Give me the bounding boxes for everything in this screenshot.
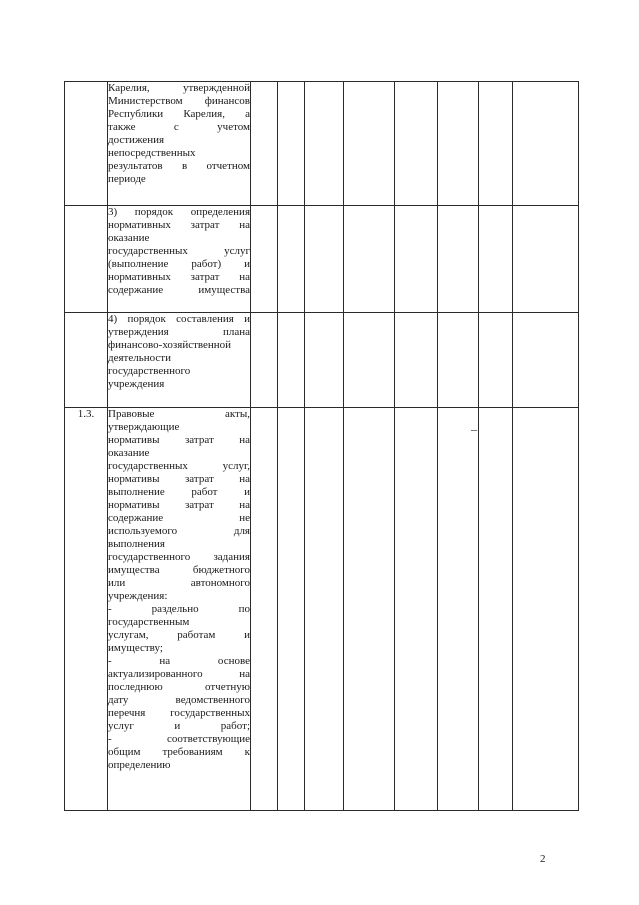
empty-cell	[479, 313, 513, 408]
empty-cell	[479, 82, 513, 206]
empty-cell	[251, 408, 278, 811]
row-number	[65, 82, 108, 206]
text-line: учреждения:	[108, 590, 168, 602]
document-table	[64, 81, 579, 811]
empty-cell	[344, 408, 395, 811]
empty-cell	[438, 206, 479, 313]
empty-cell	[305, 206, 344, 313]
text-line: 4) порядок составления и	[108, 313, 250, 325]
empty-cell	[251, 82, 278, 206]
text-line: услуг и работ;	[108, 720, 250, 732]
text-line: оказание	[108, 232, 150, 244]
text-line: содержание имущества	[108, 284, 250, 296]
text-line: дату ведомственного	[108, 694, 250, 706]
row-number	[65, 313, 108, 408]
text-line: общим требованиям к	[108, 746, 250, 758]
empty-cell	[278, 408, 305, 811]
text-line: - на основе	[108, 655, 250, 667]
empty-cell	[344, 82, 395, 206]
text-line: (выполнение работ) и	[108, 258, 250, 270]
text-line: деятельности	[108, 352, 171, 364]
table-row	[65, 206, 579, 313]
empty-cell	[251, 206, 278, 313]
text-line: содержание не	[108, 512, 250, 524]
text-line: нормативных затрат на	[108, 219, 250, 231]
text-line: - соответствующие	[108, 733, 250, 745]
empty-cell	[395, 408, 438, 811]
text-line: государственных услуг	[108, 245, 250, 257]
text-line: услугам, работам и	[108, 629, 250, 641]
empty-cell	[438, 408, 479, 811]
text-line: имуществу;	[108, 642, 163, 654]
text-line: последнюю отчетную	[108, 681, 250, 693]
text-line: нормативы затрат на	[108, 434, 250, 446]
text-line: перечня государственных	[108, 707, 250, 719]
empty-cell	[395, 82, 438, 206]
table-row	[65, 408, 579, 811]
empty-cell	[438, 82, 479, 206]
empty-cell	[513, 408, 579, 811]
empty-cell	[305, 82, 344, 206]
text-line: - раздельно по	[108, 603, 250, 615]
dash-mark: –	[471, 422, 477, 436]
empty-cell	[395, 206, 438, 313]
text-line: непосредственных	[108, 147, 196, 159]
empty-cell	[305, 313, 344, 408]
text-line: результатов в отчетном	[108, 160, 250, 172]
page-number: 2	[540, 853, 546, 865]
empty-cell	[278, 82, 305, 206]
empty-cell	[278, 206, 305, 313]
text-line: определению	[108, 759, 171, 771]
text-line: выполнение работ и	[108, 486, 250, 498]
row-description	[108, 313, 251, 408]
row-number	[65, 206, 108, 313]
empty-cell	[438, 313, 479, 408]
table-row	[65, 313, 579, 408]
text-line: периоде	[108, 173, 146, 185]
text-line: достижения	[108, 134, 165, 146]
text-line: финансово-хозяйственной	[108, 339, 232, 351]
text-line: Республики Карелия, а	[108, 108, 250, 120]
text-line: используемого для	[108, 525, 250, 537]
text-line: или автономного	[108, 577, 250, 589]
text-line: актуализированного на	[108, 668, 250, 680]
text-line: утверждающие	[108, 421, 180, 433]
text-line: также с учетом	[108, 121, 250, 133]
empty-cell	[278, 313, 305, 408]
text-line: 3) порядок определения	[108, 206, 250, 218]
text-line: нормативы затрат на	[108, 473, 250, 485]
text-line: имущества бюджетного	[108, 564, 250, 576]
empty-cell	[344, 313, 395, 408]
empty-cell	[344, 206, 395, 313]
text-line: Карелия, утвержденной	[108, 82, 250, 94]
text-line: государственным	[108, 616, 190, 628]
text-line: нормативных затрат на	[108, 271, 250, 283]
empty-cell	[513, 313, 579, 408]
text-line: учреждения	[108, 378, 165, 390]
empty-cell	[479, 408, 513, 811]
empty-cell	[395, 313, 438, 408]
row-description	[108, 206, 251, 313]
empty-cell	[513, 82, 579, 206]
text-line: государственных услуг,	[108, 460, 250, 472]
table-row	[65, 82, 579, 206]
text-line: утверждения плана	[108, 326, 250, 338]
empty-cell	[479, 206, 513, 313]
text-line: выполнения	[108, 538, 165, 550]
empty-cell	[513, 206, 579, 313]
empty-cell	[251, 313, 278, 408]
empty-cell	[305, 408, 344, 811]
row-description	[108, 408, 251, 811]
row-number: 1.3.	[65, 408, 108, 811]
text-line: государственного	[108, 365, 191, 377]
text-line: Правовые акты,	[108, 408, 250, 420]
text-line: государственного задания	[108, 551, 250, 563]
text-line: нормативы затрат на	[108, 499, 250, 511]
row-description	[108, 82, 251, 206]
text-line: Министерством финансов	[108, 95, 250, 107]
text-line: оказание	[108, 447, 150, 459]
